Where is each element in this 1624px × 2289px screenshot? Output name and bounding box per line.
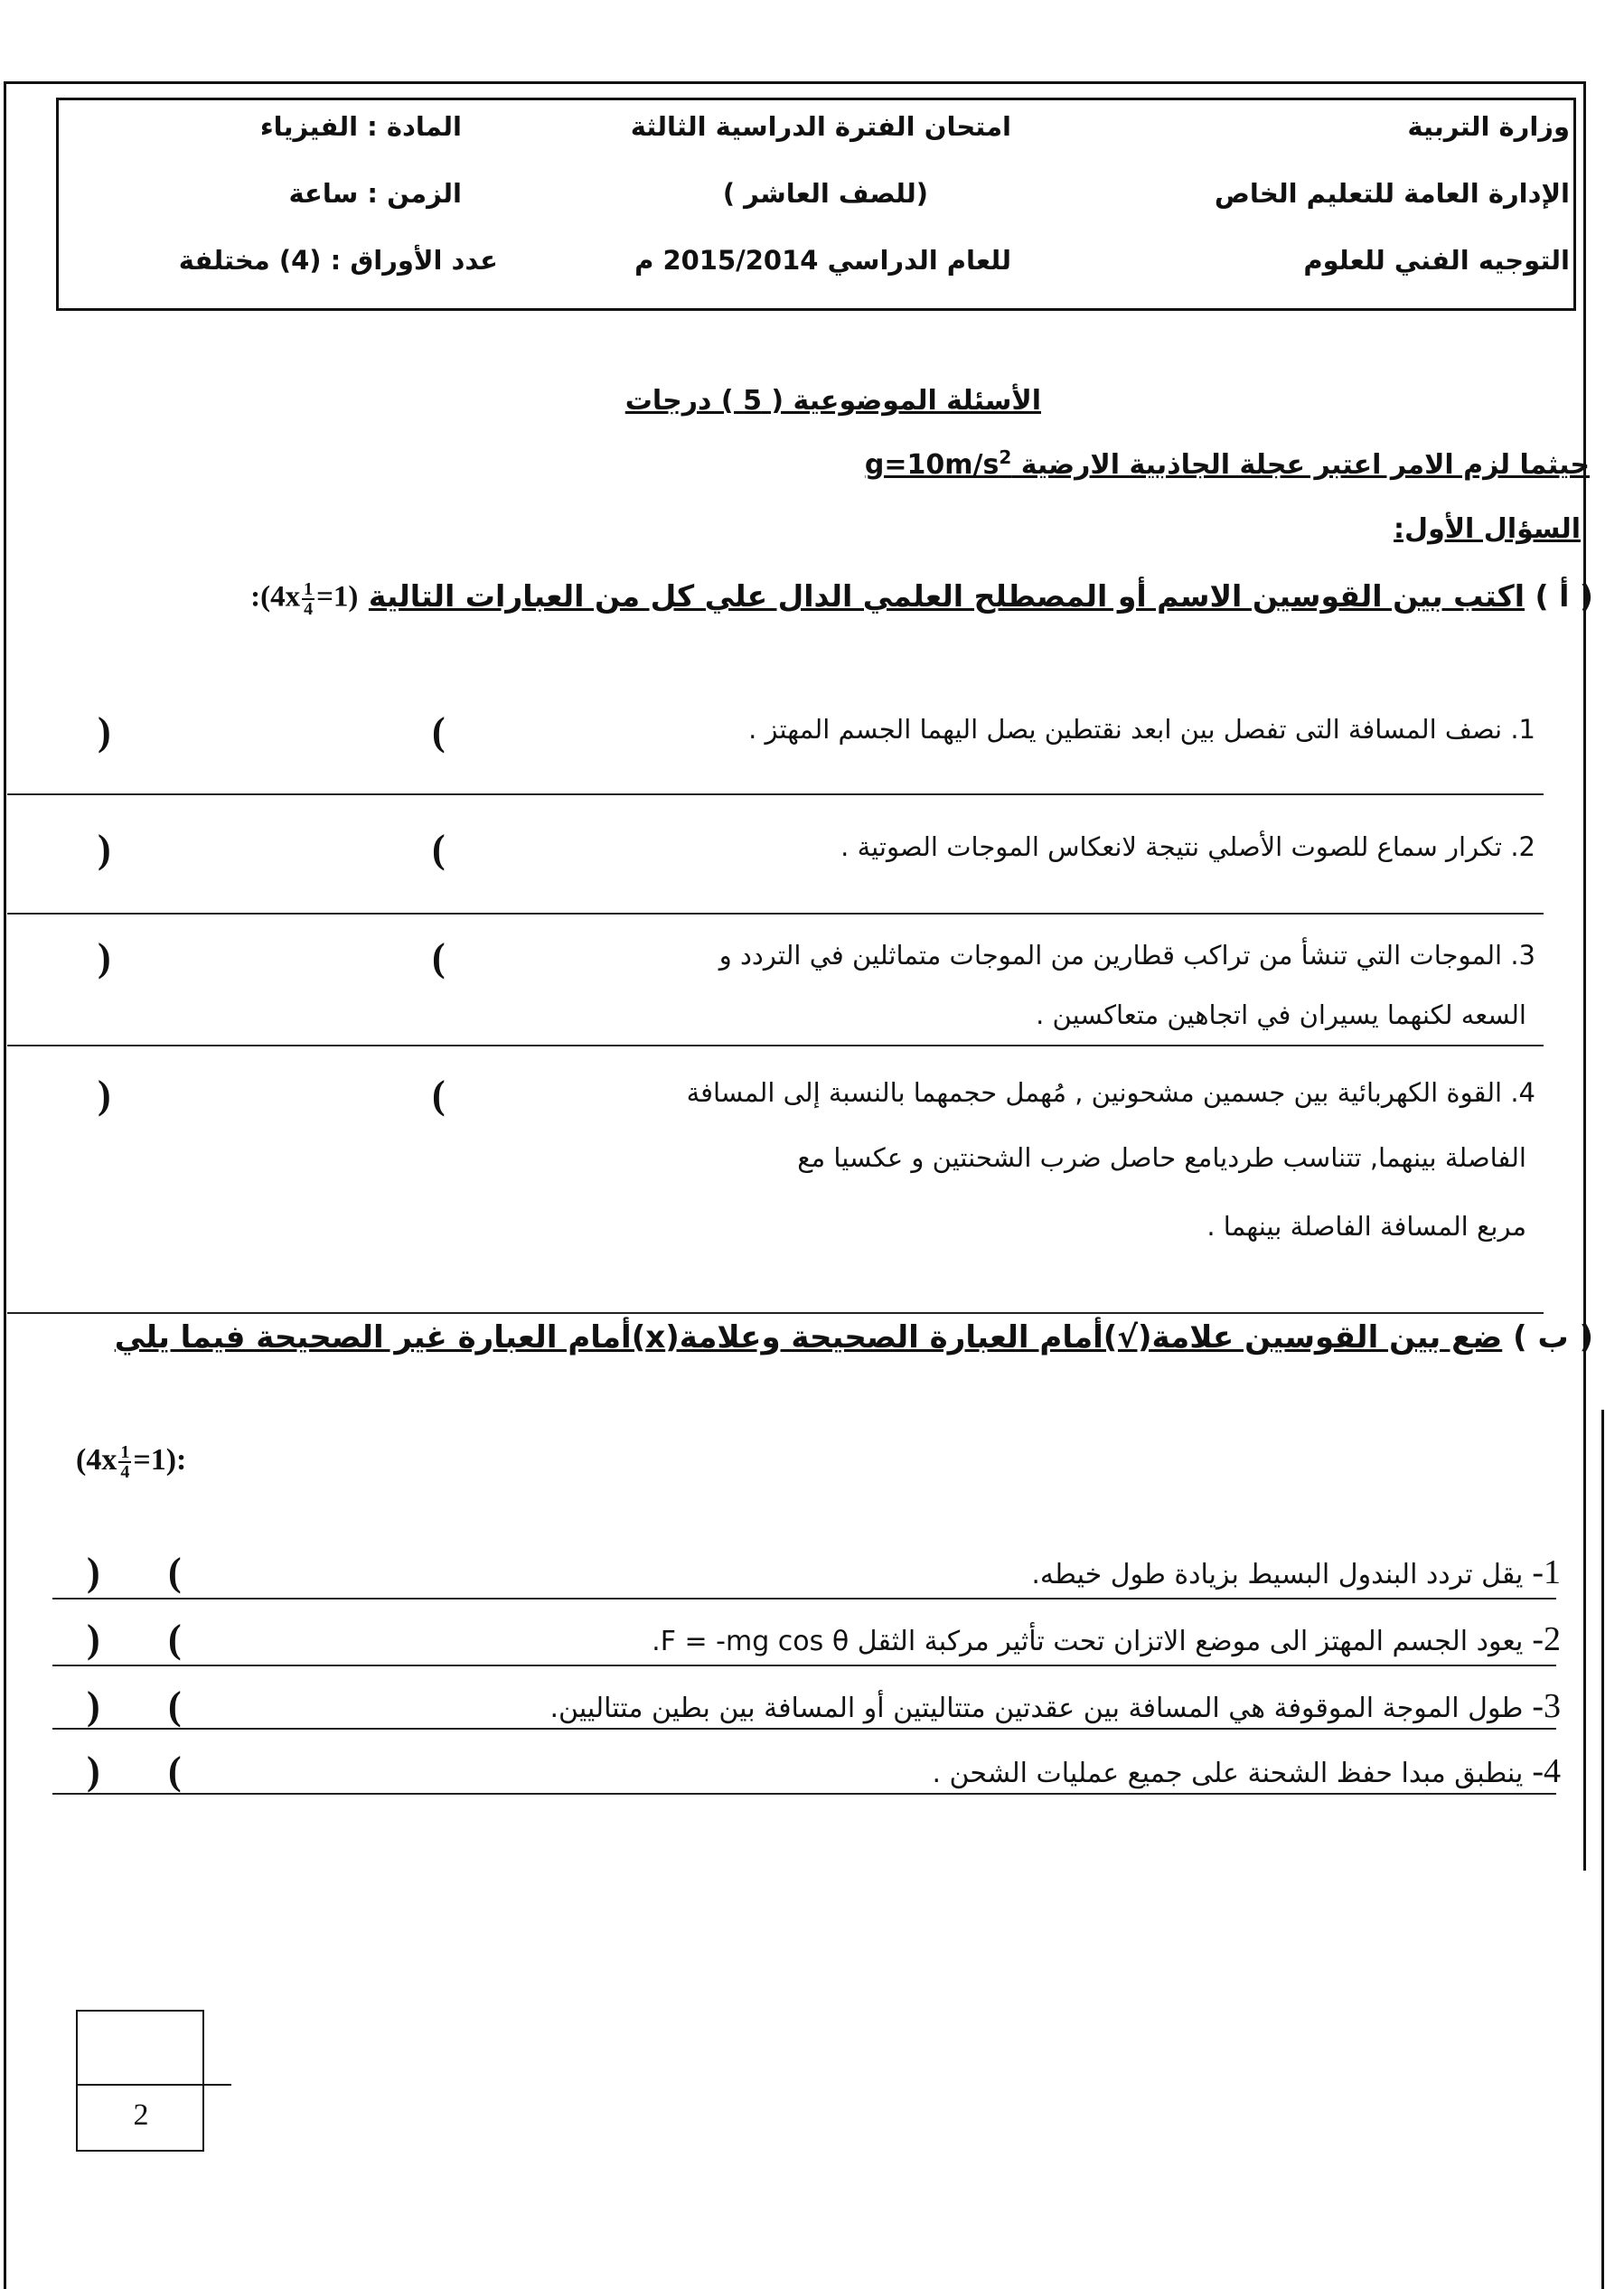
part-b-answer-4-blank[interactable] [107,1751,164,1793]
part-a-item-2-divider [7,913,1544,915]
part-a-item-4-line-1: 4. القوة الكهربائية بين جسمين مشحونين , مُهمل حجمهما بالنسبة إلى المسافة [686,1077,1535,1108]
right-page-border [1583,81,1586,1871]
part-b-answer-2-open-paren: ( [168,1617,182,1661]
part-b-answer-2-close-paren: ) [87,1617,100,1661]
part-a-answer-2-close-paren: ) [98,827,111,871]
part-b-answer-4-open-paren: ( [168,1749,182,1793]
part-a-instruction [250,578,1593,618]
part-a-answer-4-open-paren: ( [432,1073,446,1117]
part-a-label: ( أ ) [1535,578,1593,614]
part-b-item-4 [932,1751,1561,1791]
part-b-item-4-divider [52,1793,1556,1795]
subject: المادة : الفيزياء [259,111,462,142]
part-a-answer-2-open-paren: ( [432,827,446,871]
part-b-answer-3-open-paren: ( [168,1684,182,1728]
page-number: 2 [133,2098,149,2132]
part-a-score: :(4x $\frac{1}{4}$ =1) [250,579,359,620]
score-box [76,2010,204,2152]
part-b-item-3-divider [52,1728,1556,1730]
part-a-answer-3-close-paren: ) [98,935,111,980]
part-b-item-4-text: ينطبق مبدا حفظ الشحنة على جميع عمليات الشحن . [932,1758,1524,1789]
score-box-divider [76,2084,231,2086]
ministry: وزارة التربية [1407,111,1570,142]
right-page-border-lower [1601,1410,1604,2289]
header-box [56,98,1576,311]
part-b-item-1-text: يقل تردد البندول البسيط بزيادة طول خيطه. [1031,1559,1524,1590]
part-a-answer-1-blank[interactable] [127,710,416,757]
academic-year: للعام الدراسي 2015/2014 م [634,245,1011,276]
part-b-answer-3-close-paren: ) [87,1684,100,1728]
guidance: التوجيه الفني للعلوم [1303,245,1570,276]
part-a-answer-3-blank[interactable] [127,936,416,983]
section-title: الأسئلة الموضوعية ( 5 ) درجات [624,385,1041,417]
sheet-count: عدد الأوراق : (4) مختلفة [178,245,498,276]
part-b-item-1-divider [52,1598,1556,1599]
part-b-item-3-text: طول الموجة الموقوفة هي المسافة بين عقدتين متتاليتين أو المسافة بين بطين متتاليين. [549,1693,1524,1724]
directorate: الإدارة العامة للتعليم الخاص [1214,178,1570,209]
part-b-answer-1-close-paren: ) [87,1550,100,1594]
part-a-answer-2-blank[interactable] [127,828,416,875]
part-a-item-3-divider [7,1045,1544,1046]
gravity-exponent: 2 [999,446,1012,468]
part-b-score: (4x $\frac{1}{4}$ =1): [76,1442,187,1483]
question-one-title: السؤال الأول: [1394,513,1581,545]
part-b-instruction-text: ضع بين القوسين علامة(√)أمام العبارة الصحيحة وعلامة(x)أمام العبارة غير الصحيحة فيما يلي [114,1319,1503,1356]
part-b-item-2 [652,1619,1561,1659]
gravity-note-text: حيثما لزم الامر اعتبر عجلة الجاذبية الارضية g=10m/s [864,449,1590,481]
part-a-item-1-divider [7,793,1544,795]
part-b-answer-4-close-paren: ) [87,1749,100,1793]
part-b-item-1-number: 1- [1532,1553,1561,1591]
part-b-item-3-number: 3- [1532,1687,1561,1725]
part-a-item-2-line-1: 2. تكرار سماع للصوت الأصلي نتيجة لانعكاس الموجات الصوتية . [840,831,1535,862]
part-a-item-4-divider [7,1312,1544,1314]
part-b-item-4-number: 4- [1532,1752,1561,1790]
top-page-border [4,81,1585,84]
part-a-answer-3-open-paren: ( [432,935,446,980]
left-page-border [4,83,6,2289]
part-b-answer-1-blank[interactable] [107,1553,164,1594]
part-a-answer-1-close-paren: ) [98,709,111,754]
gravity-note [865,446,1590,481]
part-a-answer-4-blank[interactable] [127,1074,416,1121]
part-b-instruction [115,1319,1593,1356]
part-a-item-4-line-3: مربع المسافة الفاصلة بينهما . [1206,1211,1526,1242]
grade: (للصف العاشر ) [722,178,928,209]
part-b-item-2-divider [52,1665,1556,1666]
part-b-label: ( ب ) [1513,1319,1593,1356]
part-b-item-3 [549,1686,1561,1726]
part-b-answer-3-blank[interactable] [107,1686,164,1728]
part-a-item-3-line-1: 3. الموجات التي تنشأ من تراكب قطارين من الموجات متماثلين في التردد و [718,940,1535,971]
part-b-answer-1-open-paren: ( [168,1550,182,1594]
part-b-item-2-text: يعود الجسم المهتز الى موضع الاتزان تحت تأثير مركبة الثقل F = -mg cos θ. [652,1626,1524,1657]
part-b-item-2-number: 2- [1532,1620,1561,1658]
part-a-item-4-line-2: الفاصلة بينهما, تتناسب طرديامع حاصل ضرب الشحنتين و عكسيا مع [797,1142,1526,1173]
part-a-item-3-line-2: السعه لكنهما يسيران في اتجاهين متعاكسين . [1036,999,1526,1030]
part-b-answer-2-blank[interactable] [107,1619,164,1661]
exam-title: امتحان الفترة الدراسية الثالثة [630,111,1011,142]
part-a-answer-1-open-paren: ( [432,709,446,754]
part-a-answer-4-close-paren: ) [98,1073,111,1117]
part-a-item-1-line-1: 1. نصف المسافة التى تفصل بين ابعد نقتطين يصل اليهما الجسم المهتز . [748,714,1535,745]
part-b-item-1 [1031,1553,1561,1592]
exam-time: الزمن : ساعة [288,178,462,209]
part-a-instruction-text: اكتب بين القوسين الاسم أو المصطلح العلمي الدال علي كل من العبارات التالية [368,578,1525,614]
